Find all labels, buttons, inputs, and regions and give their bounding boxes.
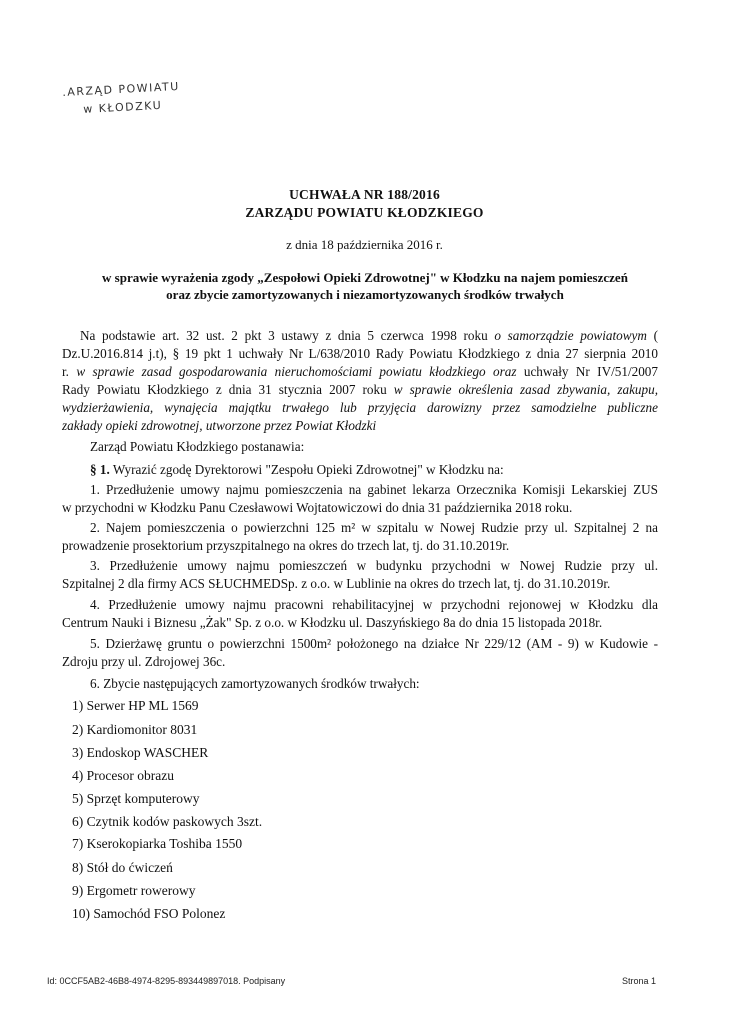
list-item: 6) Czytnik kodów paskowych 3szt. bbox=[72, 814, 263, 829]
basis-line-6: zakłady opieki zdrowotnej, utworzone przez Powiat Kłodzki bbox=[62, 418, 377, 433]
list-item: 3) Endoskop WASCHER bbox=[72, 745, 209, 760]
point-4-line-1: 4. Przedłużenie umowy najmu pracowni rehabilitacyjnej w przychodni rejonowej w Kłodzku dla bbox=[90, 597, 658, 612]
list-item: 10) Samochód FSO Polonez bbox=[72, 906, 226, 921]
stamp-line-1: .ARZĄD POWIATU bbox=[62, 79, 181, 99]
point-1-line-2: w przychodni w Kłodzku Panu Czesławowi Wojtatowiczowi do dnia 31 października 2018 roku. bbox=[62, 500, 573, 515]
basis-act-title: w sprawie określenia zasad zbywania, zakupu, bbox=[393, 382, 659, 397]
point-5-line-1: 5. Dzierżawę gruntu o powierzchni 1500m² położonego na działce Nr 229/12 (AM - 9) w Kudowie - bbox=[90, 636, 658, 651]
basis-text: uchwały Nr IV/51/2007 bbox=[516, 364, 658, 379]
list-item: 4) Procesor obrazu bbox=[72, 768, 174, 783]
basis-line-2: Dz.U.2016.814 j.t), § 19 pkt 1 uchwały Nr L/638/2010 Rady Powiatu Kłodzkiego z dnia 27 sierpnia 2010 bbox=[62, 346, 658, 361]
point-5-line-2: Zdroju przy ul. Zdrojowej 36c. bbox=[62, 654, 226, 669]
resolution-subtitle: ZARZĄDU POWIATU KŁODZKIEGO bbox=[245, 205, 484, 220]
office-stamp bbox=[62, 78, 214, 122]
point-2-line-1: 2. Najem pomieszczenia o powierzchni 125 m² w szpitalu w Nowej Rudzie przy ul. Szpitalnej 2 na bbox=[90, 520, 658, 535]
paragraph-1 bbox=[90, 461, 504, 478]
subject-line-2: oraz zbycie zamortyzowanych i niezamortyzowanych środków trwałych bbox=[166, 287, 564, 302]
basis-act-title: w sprawie zasad gospodarowania nieruchomościami powiatu kłodzkiego oraz bbox=[76, 364, 517, 379]
resolution-title: UCHWAŁA NR 188/2016 bbox=[289, 187, 440, 202]
list-item: 5) Sprzęt komputerowy bbox=[72, 791, 200, 806]
basis-line-5: wydzierżawienia, wynajęcia majątku trwałego lub przyjęcia darowizny przez samodzielne publiczne bbox=[62, 400, 658, 415]
point-3-line-1: 3. Przedłużenie umowy najmu pomieszczeń w budynku przychodni w Nowej Rudzie przy ul. bbox=[90, 558, 658, 573]
point-6: 6. Zbycie następujących zamortyzowanych środków trwałych: bbox=[90, 676, 420, 691]
basis-text: r. bbox=[62, 364, 77, 379]
point-2-line-2: prowadzenie prosektorium przyszpitalnego na okres do trzech lat, tj. do 31.10.2019r. bbox=[62, 538, 510, 553]
basis-act-title: o samorządzie powiatowym bbox=[494, 328, 647, 343]
list-item: 7) Kserokopiarka Toshiba 1550 bbox=[72, 836, 243, 851]
list-item: 9) Ergometr rowerowy bbox=[72, 883, 196, 898]
document-id: Id: 0CCF5AB2-46B8-4974-8295-893449897018. Podpisany bbox=[47, 976, 286, 986]
resolution-subject bbox=[60, 269, 670, 303]
basis-line-1 bbox=[80, 327, 658, 344]
basis-text: Na podstawie art. 32 ust. 2 pkt 3 ustawy z dnia 5 czerwca 1998 roku bbox=[80, 328, 495, 343]
stamp-line-2: w KŁODZKU bbox=[82, 98, 163, 116]
basis-line-3 bbox=[62, 363, 658, 380]
board-decides: Zarząd Powiatu Kłodzkiego postanawia: bbox=[90, 439, 305, 454]
list-item: 1) Serwer HP ML 1569 bbox=[72, 698, 199, 713]
point-1-line-1: 1. Przedłużenie umowy najmu pomieszczenia na gabinet lekarza Orzecznika Komisji Lekarskiej ZUS bbox=[90, 482, 658, 497]
list-item: 2) Kardiomonitor 8031 bbox=[72, 722, 198, 737]
subject-line-1: w sprawie wyrażenia zgody „Zespołowi Opieki Zdrowotnej" w Kłodzku na najem pomieszczeń bbox=[102, 270, 628, 285]
page-number: Strona 1 bbox=[622, 976, 657, 986]
point-4-line-2: Centrum Nauki i Biznesu „Żak" Sp. z o.o. w Kłodzku ul. Daszyńskiego 8a do dnia 15 listopada 2018r. bbox=[62, 615, 603, 630]
paragraph-sign: § 1. bbox=[90, 462, 110, 477]
list-item: 8) Stół do ćwiczeń bbox=[72, 860, 173, 875]
basis-text: ( bbox=[646, 328, 658, 343]
basis-line-4 bbox=[62, 381, 658, 398]
paragraph-1-text: Wyrazić zgodę Dyrektorowi "Zespołu Opieki Zdrowotnej" w Kłodzku na: bbox=[109, 462, 504, 477]
resolution-date: z dnia 18 października 2016 r. bbox=[286, 237, 443, 252]
point-3-line-2: Szpitalnej 2 dla firmy ACS SŁUCHMEDSp. z o.o. w Lublinie na okres do trzech lat, tj. do 31.10.2019r. bbox=[62, 576, 611, 591]
basis-text: Rady Powiatu Kłodzkiego z dnia 31 stycznia 2007 roku bbox=[62, 382, 394, 397]
